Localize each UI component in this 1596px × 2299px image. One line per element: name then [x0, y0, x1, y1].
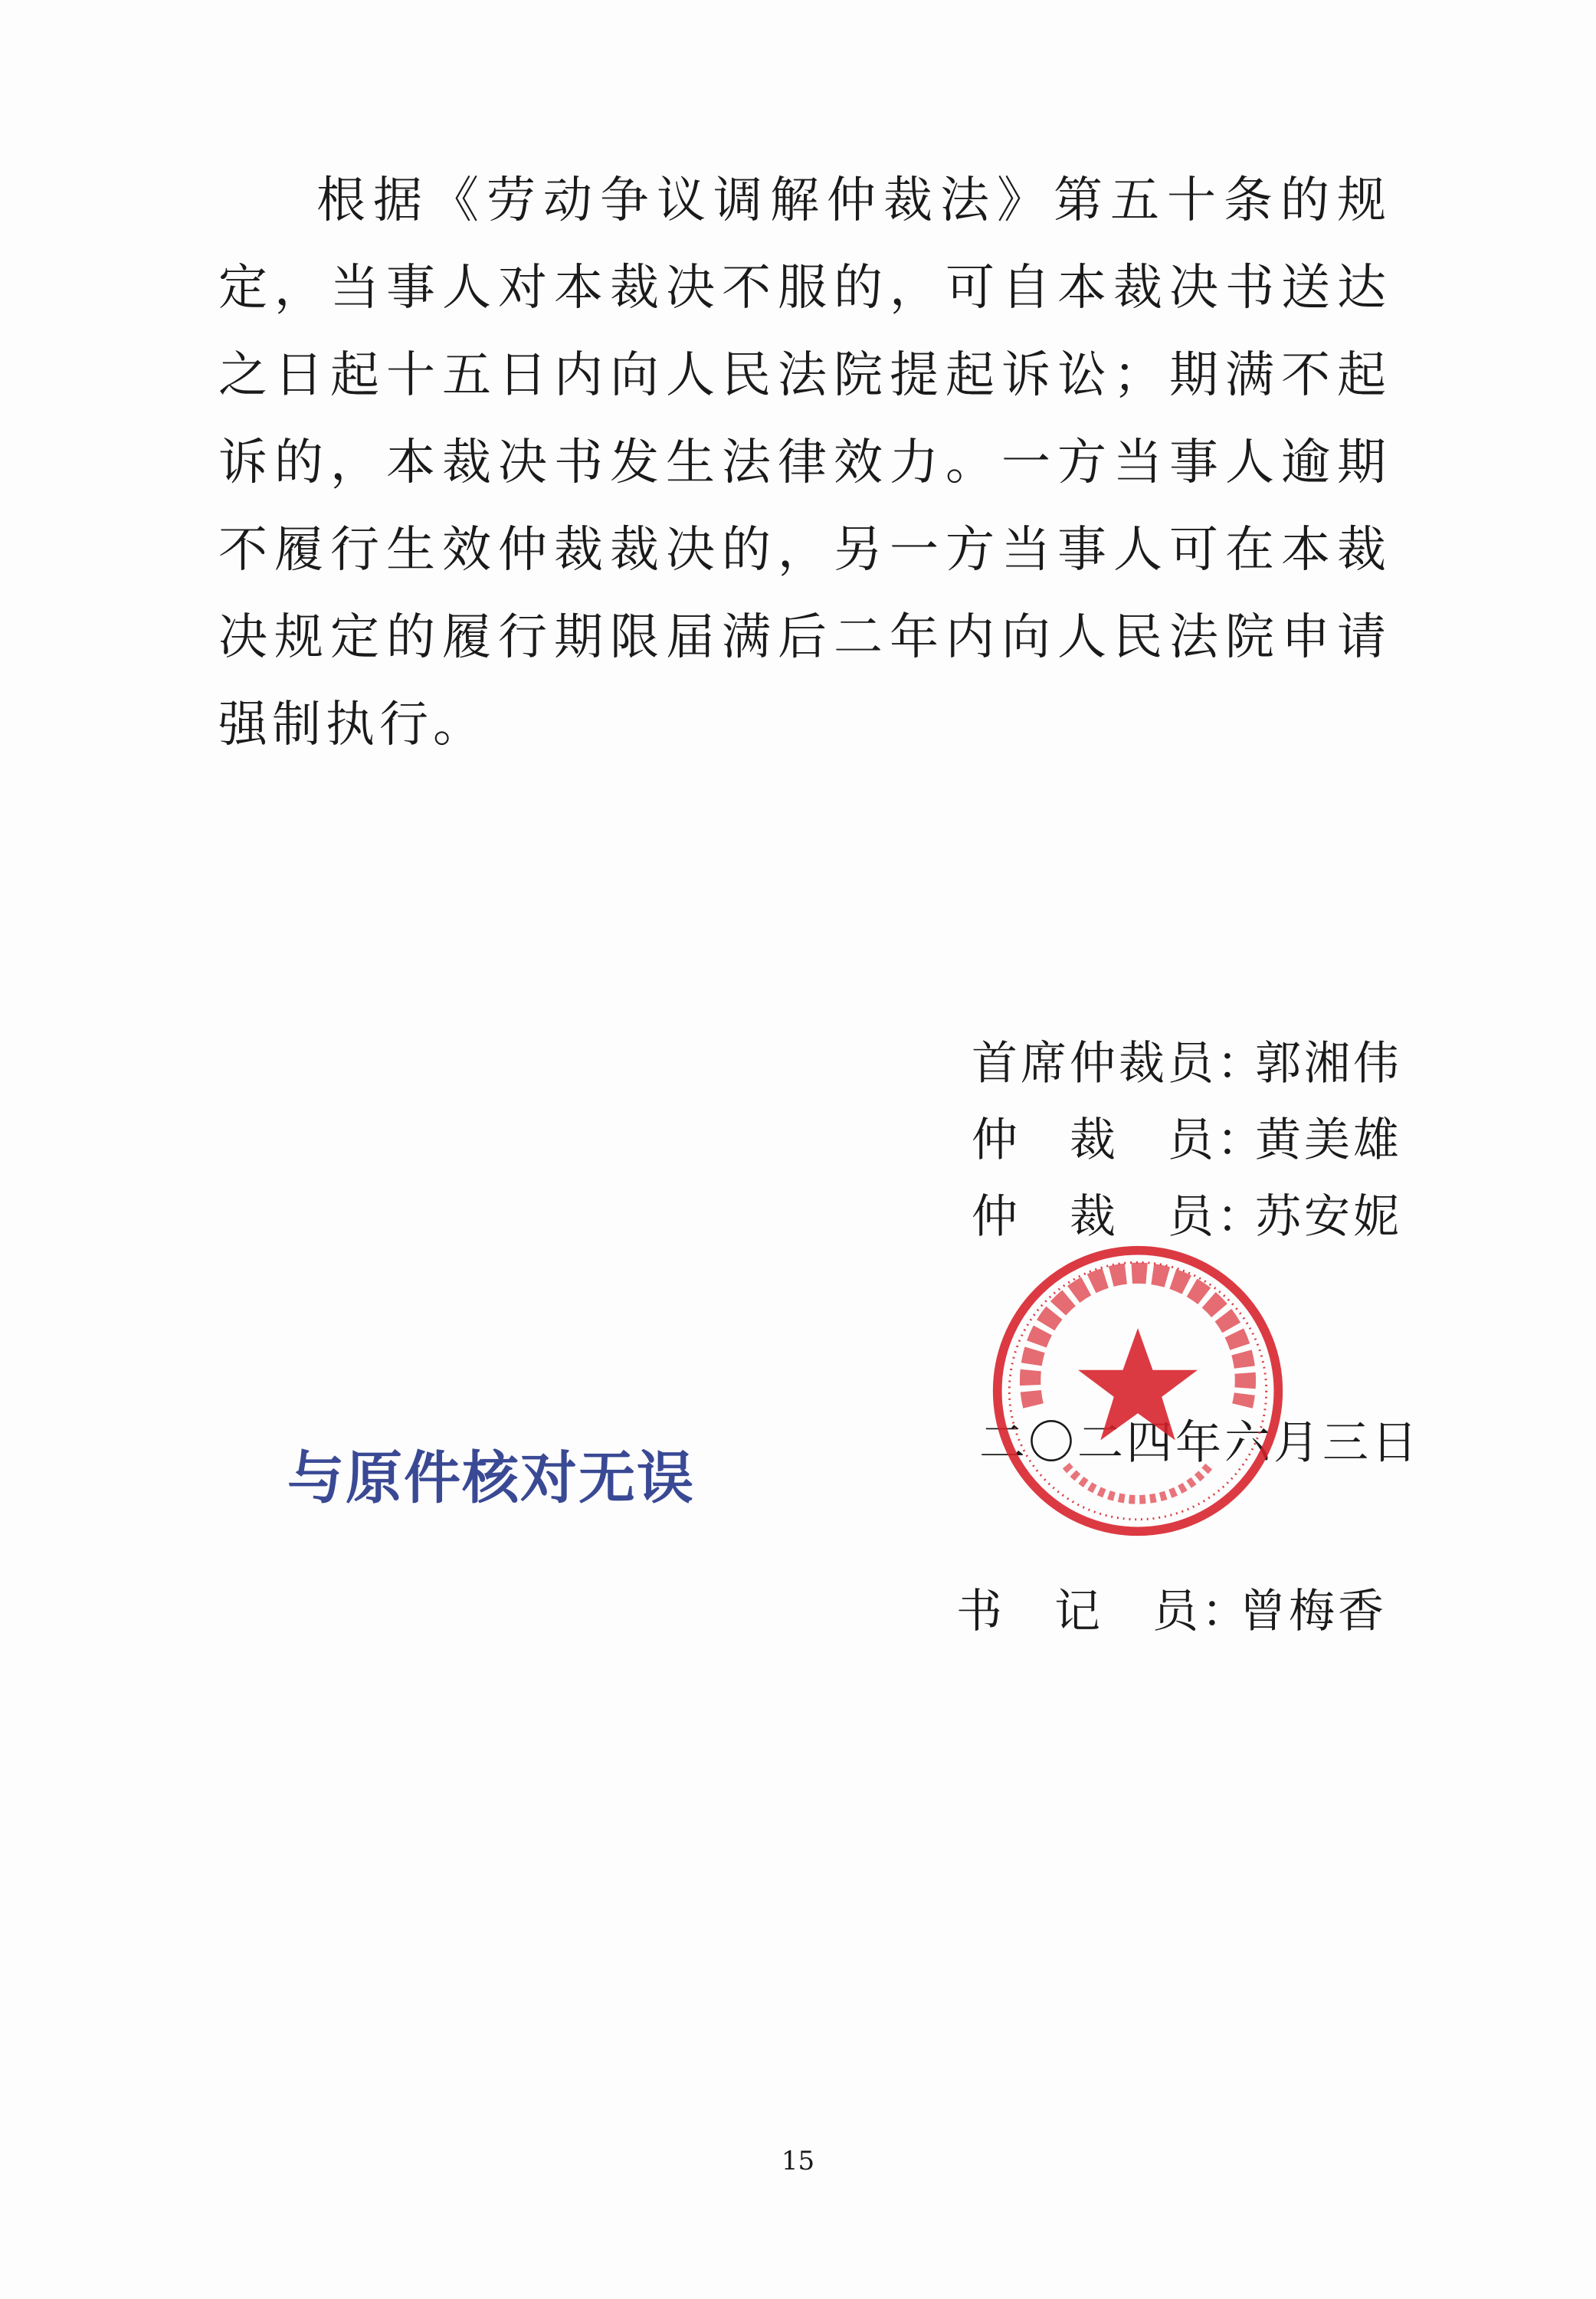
signature-row-arbitrator-2 [972, 1180, 1402, 1246]
signature-colon: ： [1217, 1113, 1266, 1167]
page-number: 15 [781, 2146, 815, 2176]
signature-name: 苏安妮 [1255, 1190, 1402, 1244]
clerk-title: 书记员 [956, 1585, 1201, 1638]
clerk-colon: ： [1201, 1585, 1250, 1638]
signature-row-chief [972, 1027, 1402, 1093]
clerk-name: 曾梅香 [1240, 1585, 1387, 1638]
verification-stamp: 与原件核对无误 [287, 1445, 695, 1511]
signature-name: 黄美雄 [1255, 1113, 1402, 1167]
signature-colon: ： [1217, 1190, 1266, 1244]
signature-colon: ： [1217, 1037, 1266, 1090]
signature-title: 仲裁员 [972, 1190, 1217, 1244]
signature-title: 首席仲裁员 [972, 1037, 1217, 1090]
official-seal-icon [988, 1241, 1287, 1540]
clerk-row [956, 1575, 1387, 1641]
signature-title: 仲裁员 [972, 1113, 1217, 1167]
signature-block [956, 0, 1402, 2299]
signature-name: 郭湘伟 [1255, 1037, 1402, 1090]
signature-row-arbitrator-1 [972, 1104, 1402, 1169]
document-date: 二〇二四年六月三日 [979, 1416, 1421, 1470]
body-paragraph: 根据《劳动争议调解仲裁法》第五十条的规定，当事人对本裁决不服的，可自本裁决书送达之日起十五日内向人民法院提起诉讼；期满不起诉的，本裁决书发生法律效力。一方当事人逾期不履行生效仲裁裁决的，另一方当事人可在本裁决规定的履行期限届满后二年内向人民法院申请强制执行。 [218, 172, 1391, 753]
